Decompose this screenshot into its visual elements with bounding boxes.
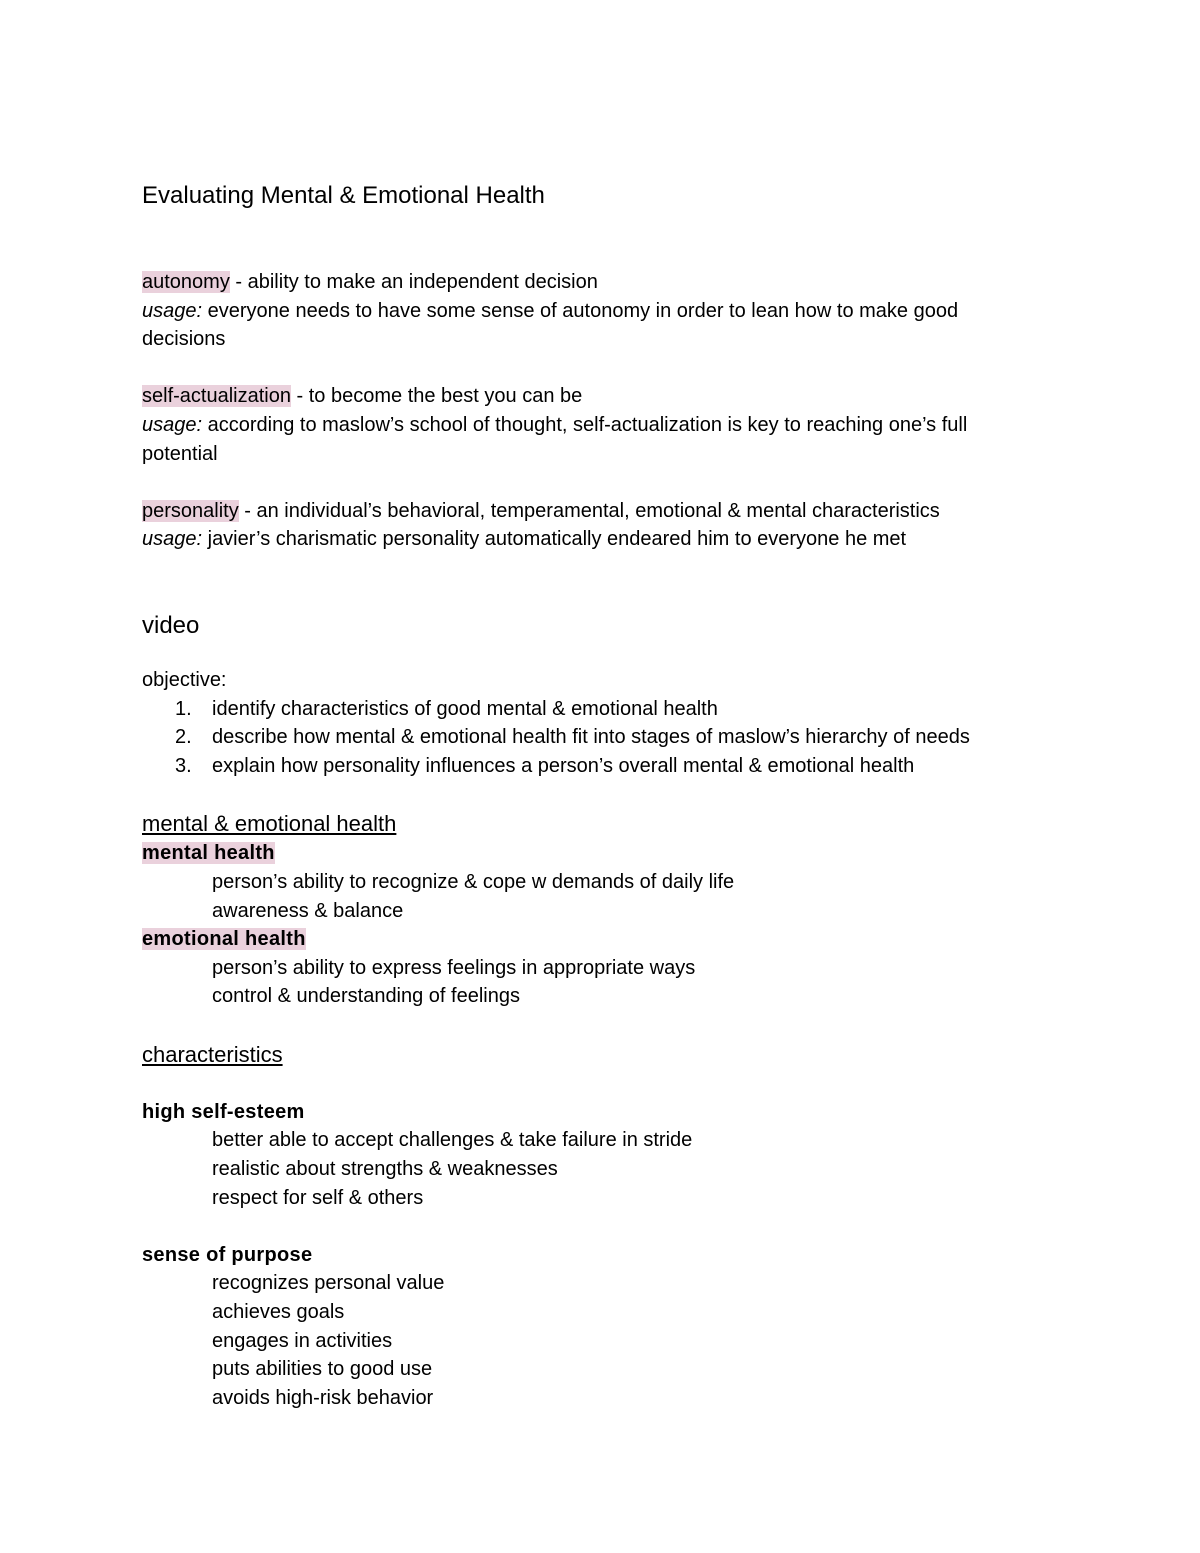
- bullet-text: achieves goals: [212, 1301, 345, 1324]
- subheading-mental-health: [142, 839, 1042, 868]
- term-line: [142, 497, 1042, 526]
- term-autonomy: [142, 268, 1042, 354]
- bullet-text: better able to accept challenges & take failure in stride: [212, 1129, 693, 1152]
- document-title: Evaluating Mental & Emotional Health: [142, 182, 545, 209]
- list-item-text: explain how personality influences a person’s overall mental & emotional health: [212, 754, 915, 777]
- usage-text: javier’s charismatic personality automatically endeared him to everyone he met: [202, 528, 907, 551]
- term-definition: - ability to make an independent decision: [229, 271, 598, 293]
- usage-text: according to maslow’s school of thought, self-actualization is key to reaching one’s full potential: [142, 413, 968, 465]
- term-definition: - an individual’s behavioral, temperamental, emotional & mental characteristics: [238, 499, 940, 522]
- bullet-text: respect for self & others: [212, 1186, 424, 1209]
- bullet-text: puts abilities to good use: [212, 1358, 433, 1381]
- bullet-text: realistic about strengths & weaknesses: [212, 1158, 558, 1181]
- usage-text: everyone needs to have some sense of autonomy in order to lean how to make good decisions: [142, 299, 959, 351]
- subheading-emotional-health: [142, 925, 1042, 954]
- list-item: [142, 752, 1042, 781]
- subheading-highlight: emotional health: [142, 928, 306, 951]
- subheading-high-self-esteem: high self-esteem: [142, 1100, 305, 1123]
- list-number: 3.: [175, 754, 192, 777]
- subheading-highlight: mental health: [142, 842, 275, 865]
- usage-label: usage:: [142, 299, 203, 322]
- usage-label: usage:: [142, 413, 203, 436]
- bullet-text: awareness & balance: [212, 899, 404, 922]
- term-definition: - to become the best you can be: [290, 385, 583, 408]
- term-highlight: autonomy: [142, 271, 230, 293]
- usage-line: [142, 297, 1042, 354]
- list-number: 2.: [175, 726, 192, 749]
- objective-label: objective:: [142, 668, 227, 691]
- usage-line: [142, 525, 1042, 554]
- term-personality: [142, 497, 1042, 554]
- term-line: [142, 382, 1042, 411]
- bullet-text: engages in activities: [212, 1329, 393, 1352]
- term-highlight: personality: [142, 499, 239, 522]
- bullet-text: person’s ability to express feelings in appropriate ways: [212, 956, 696, 979]
- list-number: 1.: [175, 697, 192, 720]
- video-heading: video: [142, 611, 200, 639]
- objectives-list: [142, 695, 1042, 781]
- list-item-text: identify characteristics of good mental & emotional health: [212, 697, 718, 720]
- bullet-text: recognizes personal value: [212, 1272, 445, 1295]
- section-heading-characteristics: characteristics: [142, 1041, 283, 1067]
- bullet-text: avoids high-risk behavior: [212, 1386, 434, 1409]
- bullet-text: control & understanding of feelings: [212, 985, 520, 1008]
- term-self-actualization: [142, 382, 1042, 468]
- term-line: [142, 268, 1042, 297]
- list-item-text: describe how mental & emotional health fit into stages of maslow’s hierarchy of needs: [212, 726, 970, 749]
- term-highlight: self-actualization: [142, 385, 291, 408]
- section-heading-meh: mental & emotional health: [142, 811, 397, 837]
- document-page: [142, 178, 1042, 1412]
- usage-line: [142, 411, 1042, 468]
- subheading-sense-of-purpose: sense of purpose: [142, 1243, 313, 1266]
- list-item: [142, 695, 1042, 724]
- bullet-text: person’s ability to recognize & cope w demands of daily life: [212, 870, 735, 893]
- usage-label: usage:: [142, 528, 203, 551]
- list-item: [142, 723, 1042, 752]
